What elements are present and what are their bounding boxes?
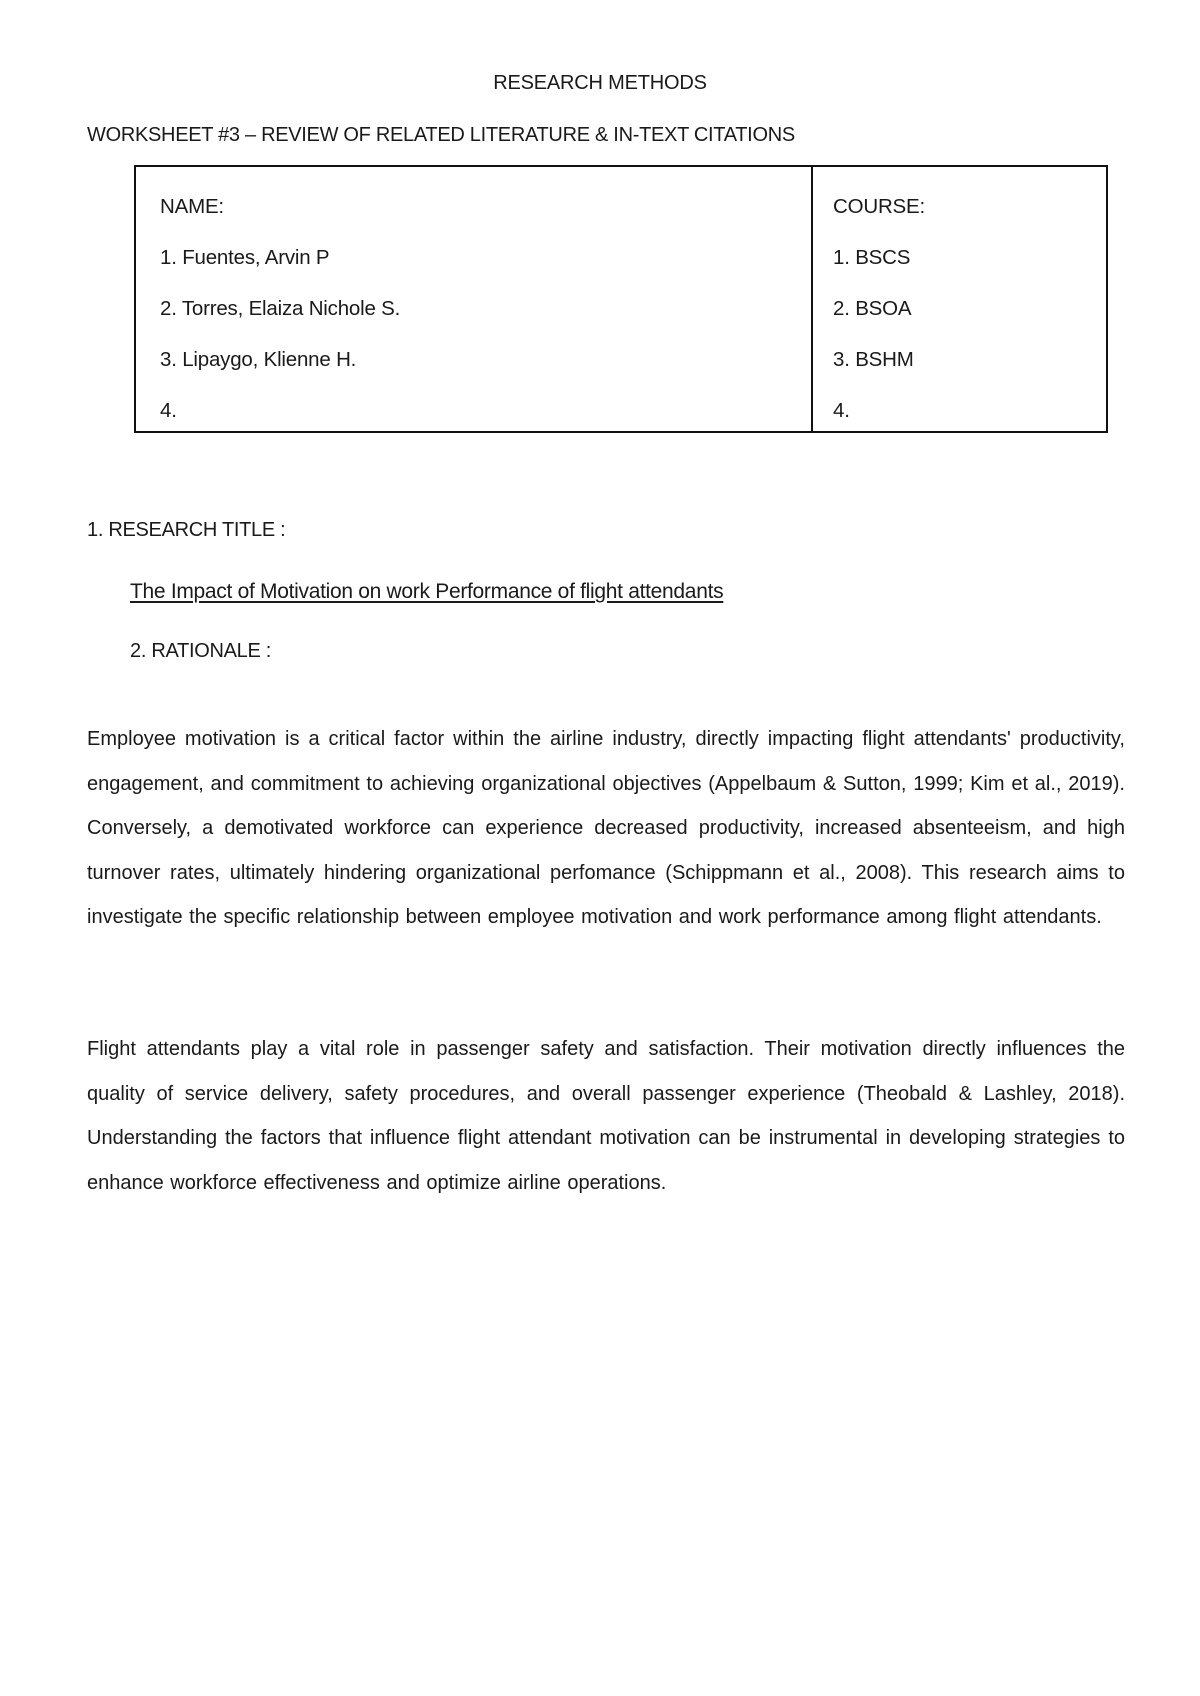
course-entry: 2. BSOA (833, 297, 912, 320)
name-entry: 3. Lipaygo, Klienne H. (160, 348, 357, 371)
courses-column (813, 167, 1106, 431)
course-entry: 3. BSHM (833, 348, 914, 371)
worksheet-title: WORKSHEET #3 – REVIEW OF RELATED LITERATURE & IN-TEXT CITATIONS (87, 124, 795, 146)
course-title: RESEARCH METHODS (493, 72, 707, 94)
name-entry: 2. Torres, Elaiza Nichole S. (160, 297, 401, 320)
rationale-paragraph: Flight attendants play a vital role in passenger safety and satisfaction. Their motivation directly influences the quality of service delivery, safety procedures, and overall passenger experience (Theobald & Lashley, 2018). Understanding the factors that influence flight attendant motivation can be instrumental in developing strategies to enhance workforce effectiveness and optimize airline operations. (87, 1038, 1125, 1194)
course-header: COURSE: (833, 195, 926, 218)
student-info-table (134, 165, 1108, 433)
name-entry: 4. (160, 399, 177, 422)
research-title-heading: 1. RESEARCH TITLE : (87, 519, 286, 541)
rationale-paragraph: Employee motivation is a critical factor within the airline industry, directly impacting flight attendants' productivity, engagement, and commitment to achieving organizational objectives (Appelbaum & Sutton, 1999; Kim et al., 2019). Conversely, a demotivated workforce can experience decreased productivity, increased absenteeism, and high turnover rates, ultimately hindering organizational perfomance (Schippmann et al., 2008). This research aims to investigate the specific relationship between employee motivation and work performance among flight attendants. (87, 728, 1125, 928)
name-header: NAME: (160, 195, 224, 218)
course-entry: 4. (833, 399, 850, 422)
name-entry: 1. Fuentes, Arvin P (160, 246, 330, 269)
research-title: The Impact of Motivation on work Performance of flight attendants (130, 580, 724, 603)
rationale-heading: 2. RATIONALE : (130, 640, 272, 662)
names-column (136, 167, 813, 431)
course-entry: 1. BSCS (833, 246, 911, 269)
